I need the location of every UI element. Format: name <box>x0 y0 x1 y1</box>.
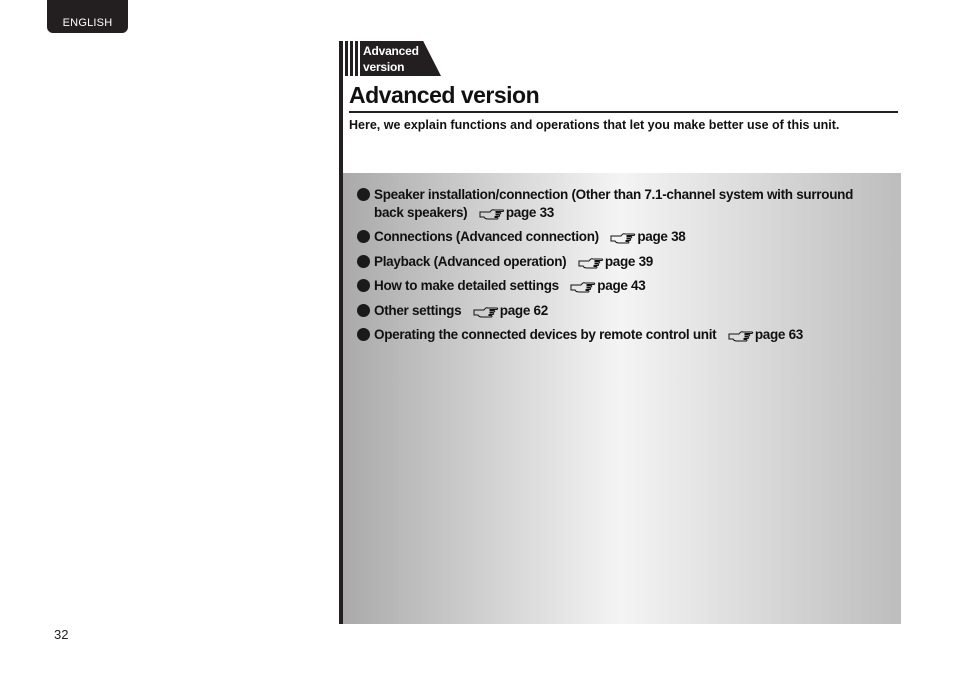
bullet-circle-icon <box>357 230 370 243</box>
list-item-label: Other settings <box>374 303 462 318</box>
title-divider <box>349 111 898 113</box>
list-item-label: Playback (Advanced operation) <box>374 254 567 269</box>
page-number: 32 <box>54 627 69 642</box>
pointing-hand-icon <box>479 206 505 220</box>
pointing-hand-icon <box>473 304 499 318</box>
section-tab <box>345 41 441 76</box>
language-label: ENGLISH <box>62 16 113 29</box>
pointing-hand-icon <box>728 328 754 342</box>
pointing-hand-icon <box>578 255 604 269</box>
tab-bar <box>345 41 348 76</box>
page-reference-label: page 63 <box>754 327 804 342</box>
section-tab-bars <box>345 41 359 76</box>
page-reference-label: page 38 <box>637 229 686 244</box>
list-item-text <box>374 253 877 271</box>
tab-bar <box>355 41 358 76</box>
section-tab-line1: Advanced <box>363 44 419 58</box>
section-tab-line2: version <box>363 60 405 74</box>
list-item-text-line2: back speakers) <box>374 205 468 220</box>
bullet-circle-icon <box>357 255 370 268</box>
page-reference[interactable] <box>473 303 548 318</box>
pointing-hand-icon <box>570 279 596 293</box>
page-reference-label: page 43 <box>597 278 646 293</box>
page-reference[interactable] <box>578 254 653 269</box>
page-reference[interactable] <box>610 229 685 244</box>
page-reference[interactable] <box>570 278 645 293</box>
page-reference[interactable] <box>728 327 803 342</box>
list-item[interactable] <box>357 277 877 295</box>
tab-bar <box>350 41 353 76</box>
list-item-text <box>374 326 877 344</box>
page-reference[interactable] <box>479 205 554 220</box>
page-title: Advanced version <box>349 82 540 108</box>
bullet-circle-icon <box>357 188 370 201</box>
list-item-text <box>374 186 877 222</box>
left-rule <box>339 41 343 624</box>
list-item-text <box>374 302 877 320</box>
list-item-text-line1: Speaker installation/connection (Other than 7.1-channel system with surround <box>374 187 854 202</box>
list-item[interactable] <box>357 326 877 344</box>
intro-text: Here, we explain functions and operations that let you make better use of this unit. <box>349 118 840 132</box>
pointing-hand-icon <box>610 230 636 244</box>
list-item-text <box>374 277 877 295</box>
list-item[interactable] <box>357 302 877 320</box>
list-item[interactable] <box>357 253 877 271</box>
page-reference-label: page 39 <box>604 254 653 269</box>
list-item[interactable] <box>357 228 877 246</box>
list-item-label: Connections (Advanced connection) <box>374 229 599 244</box>
bullet-circle-icon <box>357 328 370 341</box>
list-item[interactable] <box>357 186 877 222</box>
list-item-label: How to make detailed settings <box>374 278 559 293</box>
page-reference-label: page 33 <box>505 205 555 220</box>
page-reference-label: page 62 <box>499 303 548 318</box>
list-item-text <box>374 228 877 246</box>
list-item-label: Operating the connected devices by remote control unit <box>374 327 717 342</box>
bullet-circle-icon <box>357 279 370 292</box>
section-tab-label <box>363 43 419 75</box>
language-tab[interactable] <box>47 0 128 33</box>
bullet-circle-icon <box>357 304 370 317</box>
